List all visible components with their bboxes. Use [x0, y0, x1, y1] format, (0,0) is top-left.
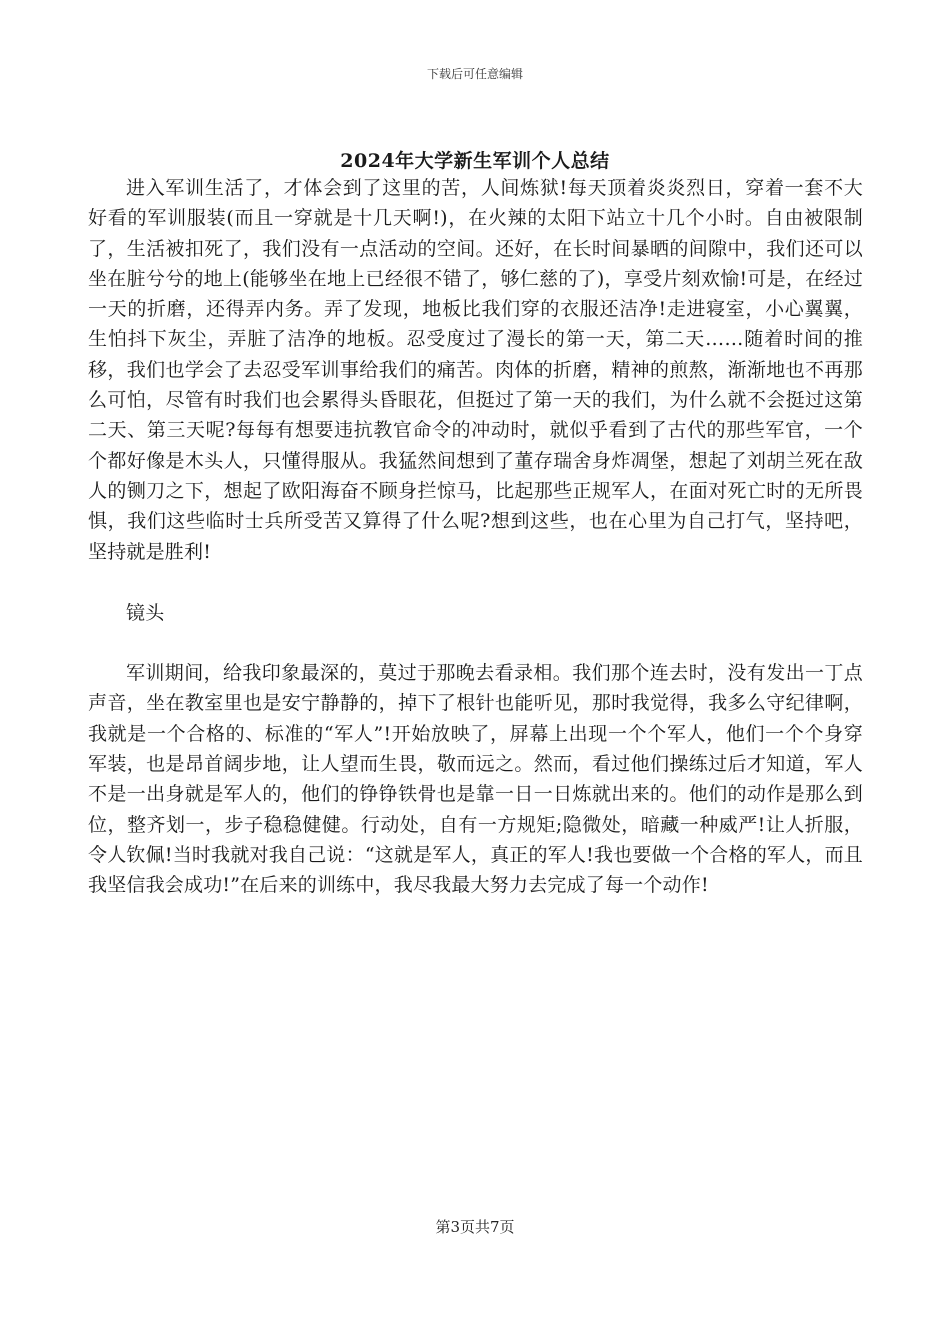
document-title: 2024年大学新生军训个人总结: [340, 150, 610, 172]
header-note: 下载后可任意编辑: [426, 67, 523, 81]
paragraph-movie: 军训期间，给我印象最深的，莫过于那晚去看录相。我们那个连去时，没有发出一丁点声音，坐在教室里也是安宁静静的，掉下了根针也能听见，那时我觉得，我多么守纪律啊，我就是一个合格的、标准的“军人”!开始放映了，屏幕上出现一个个军人，他们一个个身穿军装，也是昂首阔步地，让人望而生畏，敬而远之。然而，看过他们操练过后才知道，军人不是一出身就是军人的，他们的铮铮铁骨也是靠一日一日炼就出来的。他们的动作是那么到位，整齐划一，步子稳稳健健。行动处，自有一方规矩;隐微处，暗藏一种威严!让人折服，令人钦佩!当时我就对我自己说：“这就是军人，真正的军人!我也要做一个合格的军人，而且我坚信我会成功!”在后来的训练中，我尽我最大努力去完成了每一个动作!: [88, 662, 863, 897]
paragraph-intro: 进入军训生活了，才体会到了这里的苦，人间炼狱!每天顶着炎炎烈日，穿着一套不大好看的军训服装(而且一穿就是十几天啊!)，在火辣的太阳下站立十几个小时。自由被限制了，生活被扣死了，我们没有一点活动的空间。还好，在长时间暴晒的间隙中，我们还可以坐在脏兮兮的地上(能够坐在地上已经很不错了，够仁慈的了)，享受片刻欢愉!可是，在经过一天的折磨，还得弄内务。弄了发现，地板比我们穿的衣服还洁净!走进寝室，小心翼翼，生怕抖下灰尘，弄脏了洁净的地板。忍受度过了漫长的第一天，第二天……随着时间的推移，我们也学会了去忍受军训事给我们的痛苦。肉体的折磨，精神的煎熬，渐渐地也不再那么可怕，尽管有时我们也会累得头昏眼花，但挺过了第一天的我们，为什么就不会挺过这第二天、第三天呢?每每有想要违抗教官命令的冲动时，就似乎看到了古代的那些军官，一个个都好像是木头人，只懂得服从。我猛然间想到了董存瑞舍身炸凋堡，想起了刘胡兰死在敌人的铡刀之下，想起了欧阳海奋不顾身拦惊马，比起那些正规军人，在面对死亡时的无所畏惧，我们这些临时士兵所受苦又算得了什么呢?想到这些，也在心里为自己打气，坚持吧，坚持就是胜利!: [88, 177, 863, 563]
section-heading-lens: 镜头: [126, 601, 165, 624]
document-body: [88, 173, 863, 901]
page-footer: 第3页共7页: [435, 1218, 515, 1236]
